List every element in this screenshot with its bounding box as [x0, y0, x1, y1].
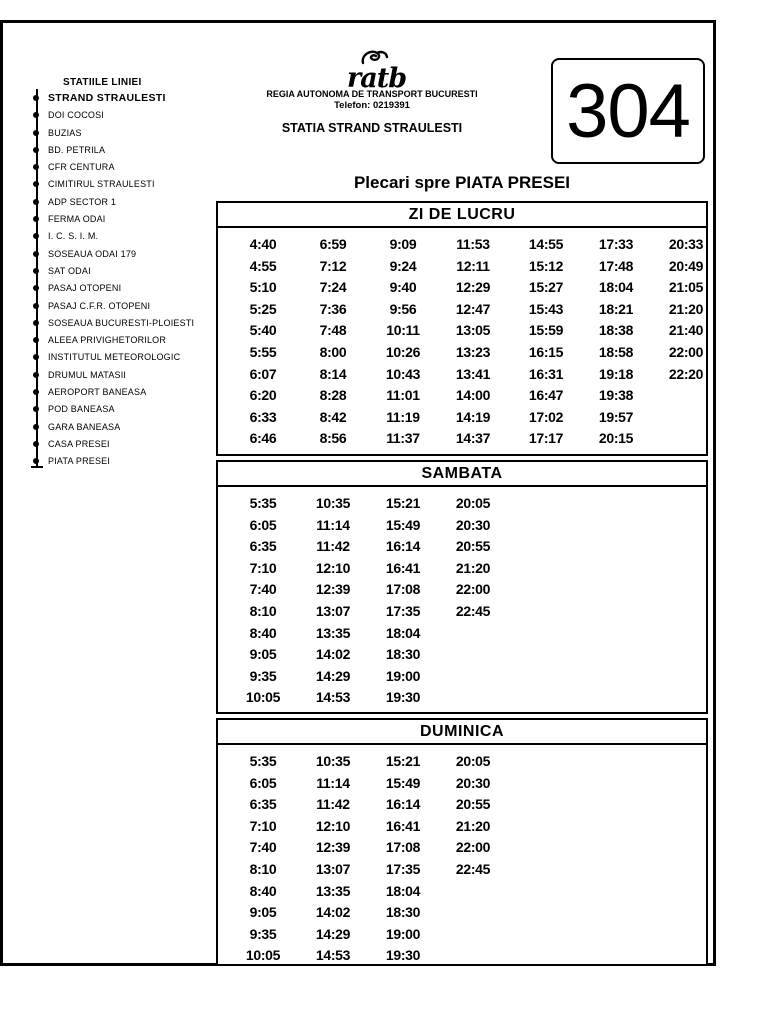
departure-time: 20:30 — [455, 774, 491, 791]
stop-dot-icon — [33, 130, 39, 136]
departure-time: 18:38 — [598, 322, 634, 339]
departure-time: 16:41 — [385, 559, 421, 576]
departure-time: 6:46 — [249, 430, 277, 447]
stop-label: PIATA PRESEI — [48, 456, 111, 467]
departure-column — [656, 234, 716, 385]
stop-dot-icon — [33, 303, 39, 309]
departure-time: 9:05 — [249, 904, 277, 921]
departure-time: 5:35 — [249, 753, 277, 769]
departure-column — [443, 493, 503, 623]
departure-time: 8:14 — [319, 365, 347, 382]
stop-label: I. C. S. I. M. — [48, 231, 99, 242]
departure-time: 5:55 — [249, 343, 277, 360]
departure-time: 8:28 — [319, 387, 347, 404]
stop-dot-icon — [33, 320, 39, 326]
departure-time: 8:00 — [319, 343, 347, 360]
departure-time: 6:20 — [249, 387, 277, 404]
departure-time: 17:48 — [598, 257, 634, 274]
departure-column — [233, 751, 293, 967]
departure-column — [303, 234, 363, 450]
departure-time: 19:30 — [385, 689, 421, 706]
departure-time: 12:47 — [455, 300, 491, 317]
stop-dot-icon — [33, 458, 39, 464]
stop-dot-icon — [33, 164, 39, 170]
departure-time: 15:49 — [385, 516, 421, 533]
departure-time: 8:42 — [319, 408, 347, 425]
departure-time: 10:05 — [245, 947, 281, 964]
departure-time: 10:35 — [315, 495, 351, 511]
departure-time: 18:21 — [598, 300, 634, 317]
departure-time: 14:02 — [315, 904, 351, 921]
departure-time: 12:11 — [456, 257, 490, 274]
departure-time: 19:57 — [598, 408, 634, 425]
stop-dot-icon — [33, 181, 39, 187]
departure-time: 18:04 — [385, 624, 421, 641]
departure-time: 11:14 — [316, 516, 350, 533]
departure-time: 6:07 — [249, 365, 277, 382]
departure-time: 10:05 — [245, 689, 281, 706]
stop-dot-icon — [33, 268, 39, 274]
line-number-badge: 304 — [551, 58, 705, 164]
departure-time: 21:05 — [668, 279, 704, 296]
departure-time: 8:10 — [249, 860, 277, 877]
ratb-logo — [341, 49, 409, 94]
departure-time: 13:05 — [455, 322, 491, 339]
departure-time: 7:10 — [249, 817, 277, 834]
departure-time: 16:41 — [385, 817, 421, 834]
stop-label: POD BANEASA — [48, 404, 115, 415]
departure-time: 11:53 — [456, 236, 490, 252]
departure-time: 5:35 — [249, 495, 277, 511]
departure-time: 19:18 — [598, 365, 634, 382]
departure-time: 20:33 — [668, 236, 704, 252]
route-stop — [31, 384, 194, 401]
departure-time: 15:27 — [528, 279, 564, 296]
route-stop — [31, 349, 194, 366]
stop-label: PASAJ OTOPENI — [48, 283, 122, 294]
departure-time: 8:40 — [249, 624, 277, 641]
departure-time: 7:40 — [249, 581, 277, 598]
departure-time: 17:33 — [598, 236, 634, 252]
departure-time: 20:15 — [598, 430, 634, 447]
departure-time: 5:25 — [249, 300, 277, 317]
route-stop — [31, 228, 194, 245]
departure-column — [303, 493, 363, 709]
departure-time: 13:41 — [455, 365, 491, 382]
departure-time: 8:10 — [249, 602, 277, 619]
sunday-title: DUMINICA — [218, 720, 706, 745]
stop-label: INSTITUTUL METEOROLOGIC — [48, 352, 181, 363]
route-stop — [31, 90, 194, 107]
departure-time: 7:36 — [319, 300, 347, 317]
departure-column — [373, 751, 433, 967]
departure-column — [373, 234, 433, 450]
departure-time: 15:43 — [528, 300, 564, 317]
saturday-section — [216, 460, 708, 714]
departure-time: 18:30 — [385, 904, 421, 921]
departure-time: 15:21 — [385, 495, 421, 511]
departure-time: 9:35 — [249, 667, 277, 684]
company-phone: Telefon: 0219391 — [334, 100, 410, 111]
stop-dot-icon — [33, 199, 39, 205]
departure-column — [516, 234, 576, 450]
route-stop — [31, 436, 194, 453]
stop-label: BD. PETRILA — [48, 144, 106, 155]
departure-time: 16:31 — [528, 365, 564, 382]
stop-dot-icon — [33, 337, 39, 343]
departure-time: 16:14 — [385, 538, 421, 555]
departure-time: 22:45 — [455, 602, 491, 619]
departure-time: 11:42 — [316, 538, 350, 555]
departure-time: 12:10 — [315, 559, 351, 576]
departure-time: 18:30 — [385, 646, 421, 663]
departure-time: 10:35 — [315, 753, 351, 769]
sunday-section — [216, 718, 708, 966]
stop-label: DRUMUL MATASII — [48, 369, 127, 380]
departure-time: 7:12 — [319, 257, 347, 274]
departure-time: 21:20 — [455, 559, 491, 576]
departure-time: 20:05 — [455, 753, 491, 769]
departure-time: 9:09 — [389, 236, 417, 252]
route-stop — [31, 211, 194, 228]
stop-label: DOI COCOSI — [48, 110, 105, 121]
departure-time: 6:35 — [249, 796, 277, 813]
stop-dot-icon — [33, 147, 39, 153]
departure-time: 9:24 — [389, 257, 417, 274]
route-stop — [31, 176, 194, 193]
departure-time: 20:55 — [455, 538, 491, 555]
departure-time: 13:07 — [315, 602, 351, 619]
departure-time: 15:59 — [528, 322, 564, 339]
departure-time: 11:14 — [316, 774, 350, 791]
departure-time: 9:35 — [249, 925, 277, 942]
stop-label: BUZIAS — [48, 127, 82, 138]
departure-time: 22:00 — [455, 581, 491, 598]
departure-time: 16:14 — [385, 796, 421, 813]
departure-time: 6:59 — [319, 236, 347, 252]
departure-time: 11:19 — [386, 408, 420, 425]
departure-time: 9:05 — [249, 646, 277, 663]
departure-time: 6:05 — [249, 516, 277, 533]
departure-time: 10:26 — [385, 343, 421, 360]
stop-label: SAT ODAI — [48, 265, 91, 276]
stop-dot-icon — [33, 354, 39, 360]
departure-time: 4:40 — [249, 236, 277, 252]
timetable-sheet — [0, 20, 716, 966]
station-name: STATIA STRAND STRAULESTI — [281, 121, 463, 135]
departure-time: 15:21 — [385, 753, 421, 769]
stop-label: CFR CENTURA — [48, 162, 115, 173]
departure-column — [586, 234, 646, 450]
stop-label: PASAJ C.F.R. OTOPENI — [48, 300, 151, 311]
departure-time: 5:40 — [249, 322, 277, 339]
stop-dot-icon — [33, 406, 39, 412]
weekday-section — [216, 201, 708, 456]
departure-time: 20:05 — [455, 495, 491, 511]
route-stop — [31, 280, 194, 297]
departure-time: 17:02 — [528, 408, 564, 425]
departure-time: 8:40 — [249, 882, 277, 899]
departure-time: 13:35 — [315, 882, 351, 899]
departure-time: 19:00 — [385, 667, 421, 684]
departure-time: 21:20 — [455, 817, 491, 834]
departure-time: 14:55 — [528, 236, 564, 252]
departure-time: 20:30 — [455, 516, 491, 533]
stops-list — [31, 90, 194, 471]
departure-time: 14:29 — [315, 667, 351, 684]
route-stop — [31, 263, 194, 280]
departure-column — [233, 493, 293, 709]
departure-time: 6:05 — [249, 774, 277, 791]
departure-time: 21:40 — [668, 322, 704, 339]
stop-dot-icon — [33, 372, 39, 378]
departure-time: 19:00 — [385, 925, 421, 942]
stop-label: CIMITIRUL STRAULESTI — [48, 179, 155, 190]
route-stop — [31, 453, 194, 470]
departure-time: 14:37 — [455, 430, 491, 447]
stop-dot-icon — [33, 441, 39, 447]
route-stop — [31, 367, 194, 384]
route-stop — [31, 332, 194, 349]
route-stop — [31, 298, 194, 315]
route-stop — [31, 401, 194, 418]
departure-column — [443, 751, 503, 881]
stop-dot-icon — [33, 216, 39, 222]
weekday-title: ZI DE LUCRU — [218, 203, 706, 228]
departure-time: 7:24 — [319, 279, 347, 296]
departure-time: 21:20 — [668, 300, 704, 317]
departure-time: 20:49 — [668, 257, 704, 274]
departure-time: 12:29 — [455, 279, 491, 296]
departure-time: 6:33 — [249, 408, 277, 425]
departure-column — [233, 234, 293, 450]
departure-time: 5:10 — [249, 279, 277, 296]
route-stop — [31, 107, 194, 124]
route-stop — [31, 159, 194, 176]
stop-label: CASA PRESEI — [48, 438, 110, 449]
stop-dot-icon — [33, 95, 39, 101]
departure-time: 18:04 — [385, 882, 421, 899]
departure-time: 19:38 — [598, 387, 634, 404]
stop-label: AEROPORT BANEASA — [48, 387, 147, 398]
departure-time: 10:11 — [386, 322, 420, 339]
departure-time: 12:39 — [315, 581, 351, 598]
route-stop — [31, 315, 194, 332]
route-title: STATIILE LINIEI — [63, 77, 142, 88]
saturday-title: SAMBATA — [218, 462, 706, 487]
departure-time: 15:12 — [528, 257, 564, 274]
departure-column — [373, 493, 433, 709]
departure-time: 22:20 — [668, 365, 704, 382]
departure-time: 17:35 — [385, 602, 421, 619]
departure-time: 14:00 — [455, 387, 491, 404]
departure-time: 11:37 — [386, 430, 420, 447]
stop-label: SOSEAUA ODAI 179 — [48, 248, 137, 259]
stop-dot-icon — [33, 424, 39, 430]
departure-time: 14:02 — [315, 646, 351, 663]
departure-column — [443, 234, 503, 450]
departure-time: 12:10 — [315, 817, 351, 834]
stop-dot-icon — [33, 285, 39, 291]
stop-label: FERMA ODAI — [48, 214, 106, 225]
departure-time: 13:07 — [315, 860, 351, 877]
stop-label: ADP SECTOR 1 — [48, 196, 117, 207]
departure-time: 14:53 — [315, 689, 351, 706]
departure-time: 13:35 — [315, 624, 351, 641]
departure-time: 22:00 — [668, 343, 704, 360]
departure-time: 15:49 — [385, 774, 421, 791]
logo-wordmark: ratb — [347, 63, 407, 94]
departure-time: 7:48 — [319, 322, 347, 339]
stop-dot-icon — [33, 233, 39, 239]
departure-time: 13:23 — [455, 343, 491, 360]
departure-time: 18:04 — [598, 279, 634, 296]
departure-time: 22:00 — [455, 839, 491, 856]
departure-time: 18:58 — [598, 343, 634, 360]
departure-time: 20:55 — [455, 796, 491, 813]
departure-time: 14:53 — [315, 947, 351, 964]
departure-time: 14:19 — [455, 408, 491, 425]
route-stop — [31, 246, 194, 263]
departure-time: 7:10 — [249, 559, 277, 576]
route-stop — [31, 194, 194, 211]
stop-label: ALEEA PRIVIGHETORILOR — [48, 335, 167, 346]
route-stop — [31, 125, 194, 142]
departure-column — [303, 751, 363, 967]
departure-time: 6:35 — [249, 538, 277, 555]
departure-time: 8:56 — [319, 430, 347, 447]
departure-time: 17:08 — [385, 839, 421, 856]
departure-time: 14:29 — [315, 925, 351, 942]
departure-time: 9:40 — [389, 279, 417, 296]
direction-heading: Plecari spre PIATA PRESEI — [353, 173, 571, 192]
departure-time: 9:56 — [389, 300, 417, 317]
departure-time: 10:43 — [385, 365, 421, 382]
stop-label: GARA BANEASA — [48, 421, 121, 432]
departure-time: 7:40 — [249, 839, 277, 856]
departure-time: 17:35 — [385, 860, 421, 877]
departure-time: 17:08 — [385, 581, 421, 598]
stop-label: STRAND STRAULESTI — [48, 92, 166, 104]
departure-time: 4:55 — [249, 257, 277, 274]
departure-time: 11:42 — [316, 796, 350, 813]
departure-time: 17:17 — [528, 430, 564, 447]
departure-time: 19:30 — [385, 947, 421, 964]
stop-label: SOSEAUA BUCURESTI-PLOIESTI — [48, 317, 195, 328]
company-name: REGIA AUTONOMA DE TRANSPORT BUCURESTI — [266, 89, 478, 99]
departure-time: 12:39 — [315, 839, 351, 856]
stop-dot-icon — [33, 251, 39, 257]
departure-time: 16:15 — [528, 343, 564, 360]
stop-dot-icon — [33, 112, 39, 118]
departure-time: 16:47 — [528, 387, 564, 404]
route-stop — [31, 142, 194, 159]
stop-dot-icon — [33, 389, 39, 395]
route-stop — [31, 419, 194, 436]
departure-time: 22:45 — [455, 860, 491, 877]
departure-time: 11:01 — [386, 387, 420, 404]
